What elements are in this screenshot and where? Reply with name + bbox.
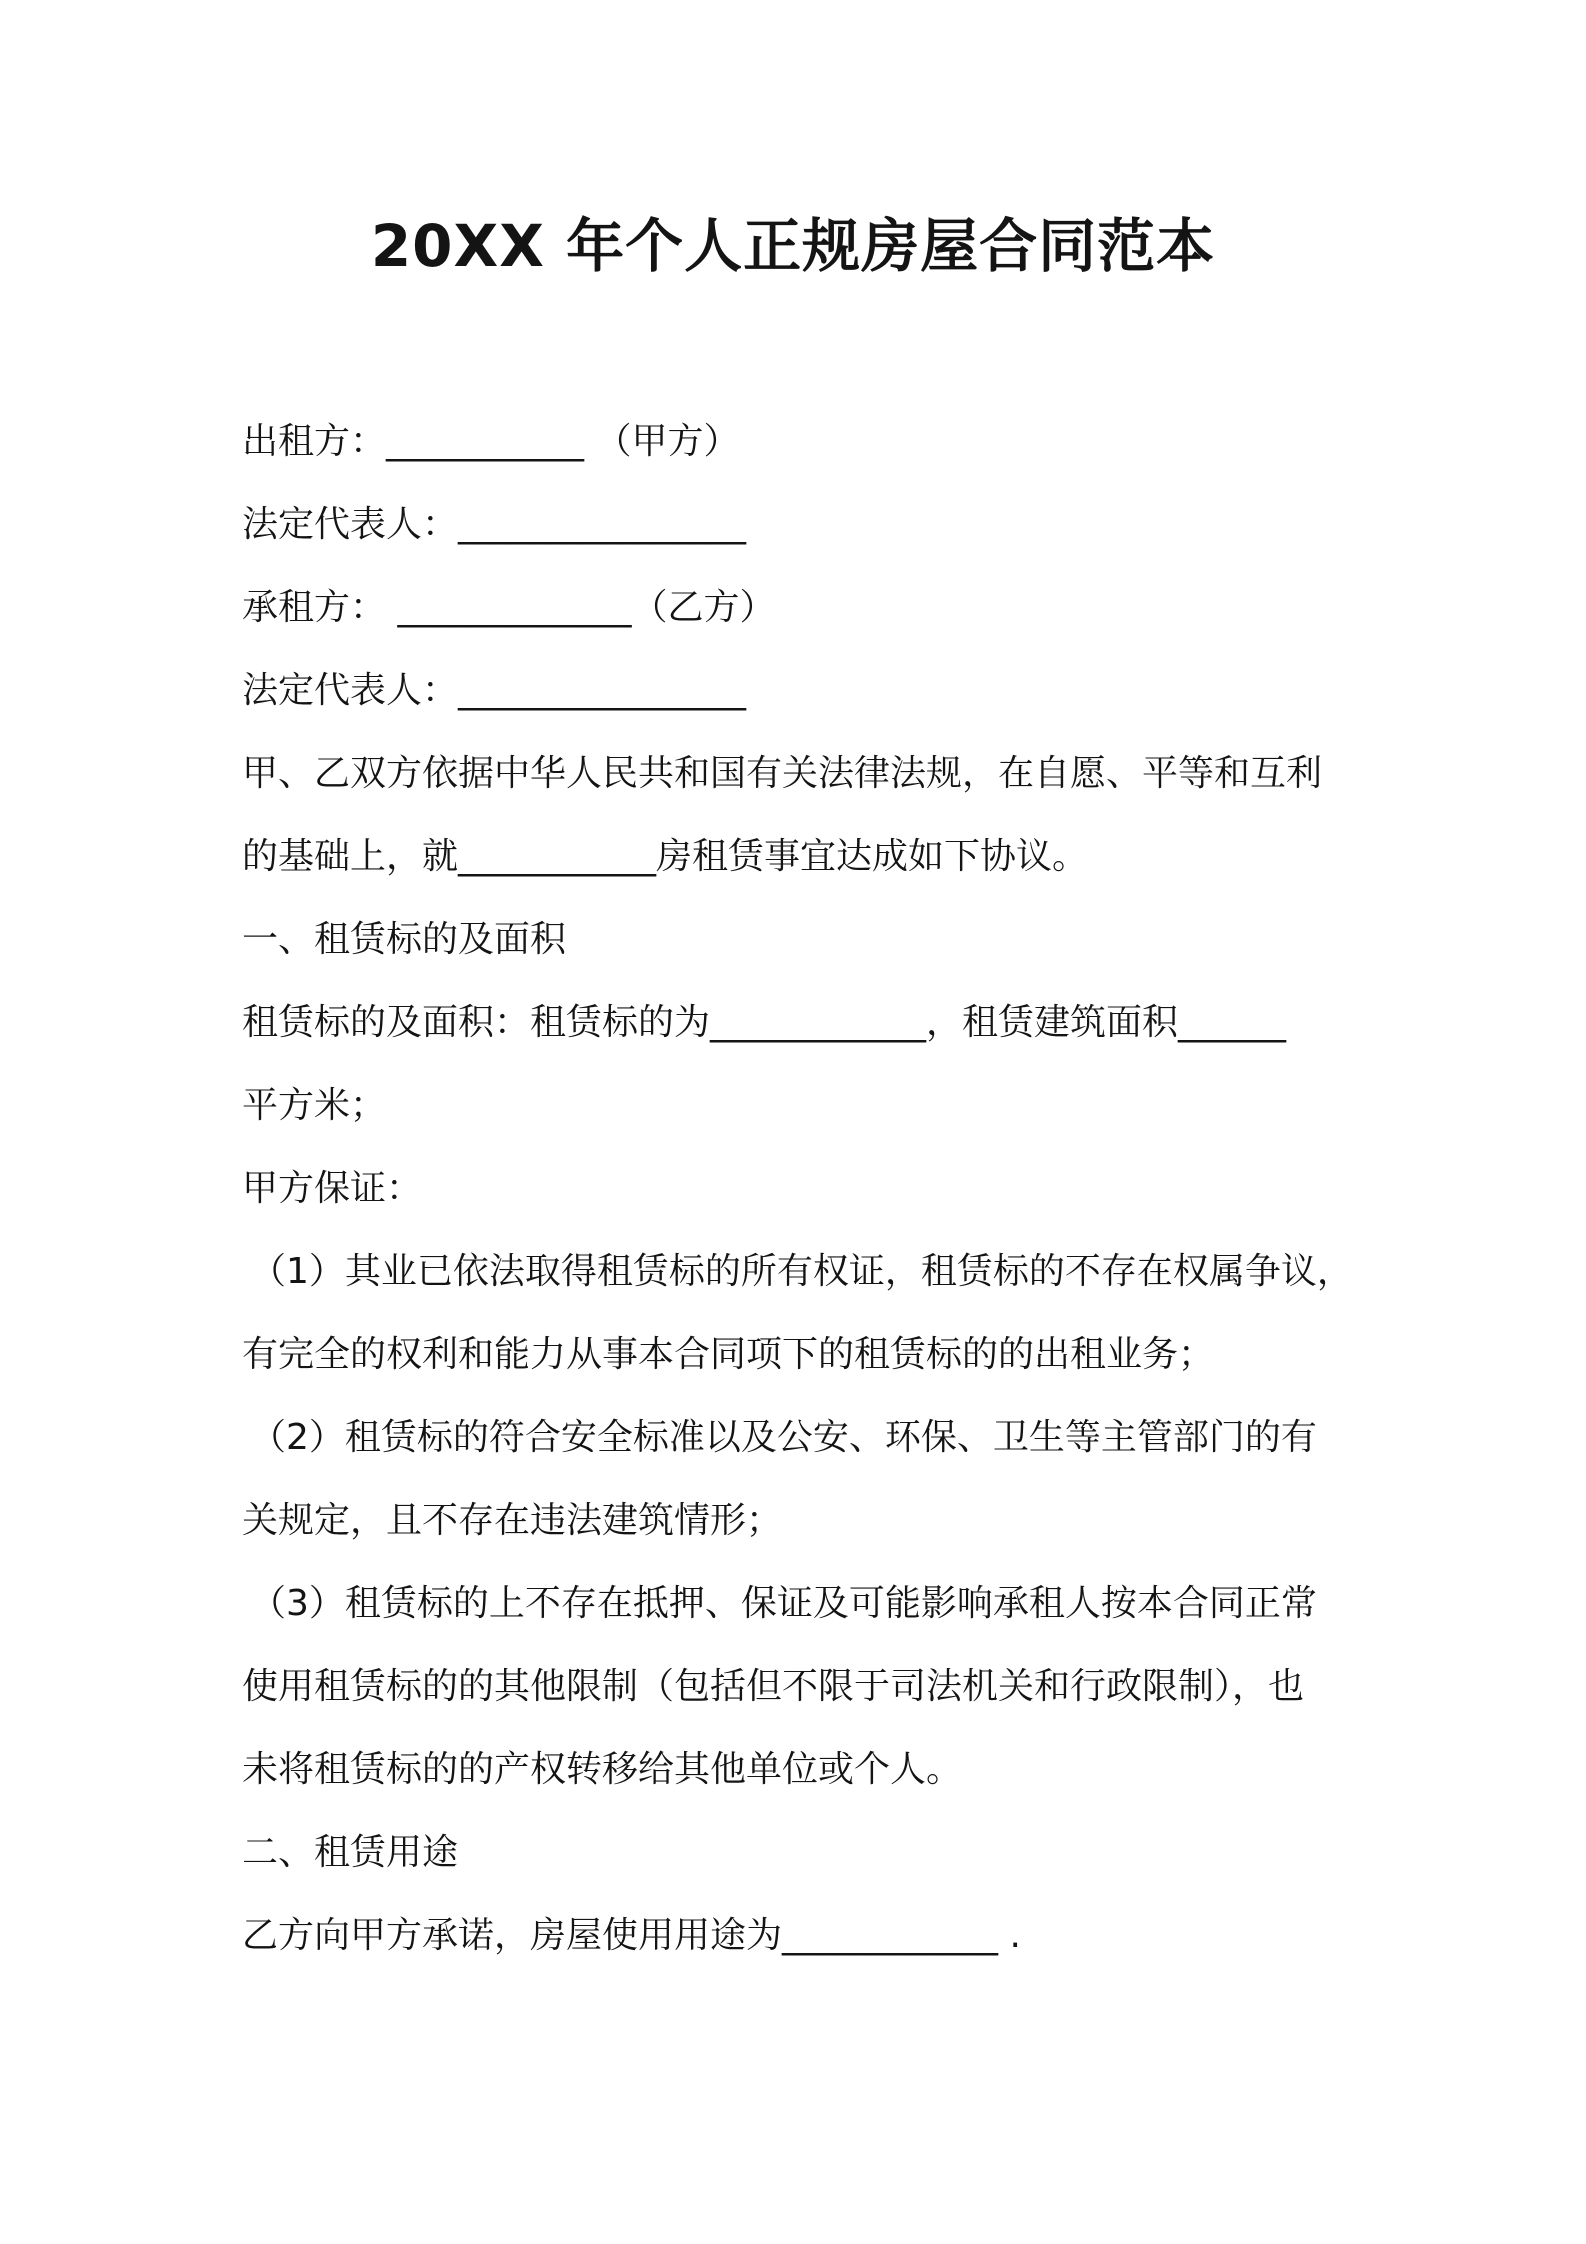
preamble-line-2: 的基础上，就___________房租赁事宜达成如下协议。 (242, 836, 1089, 877)
preamble-line-1: 甲、乙双方依据中华人民共和国有关法律法规，在自愿、平等和互利 (242, 753, 1323, 794)
document-title: 20XX 年个人正规房屋合同范本 (370, 212, 1216, 280)
area-line-2: 平方米； (242, 1085, 387, 1126)
guarantee-2-line-2: 关规定，且不存在违法建筑情形； (242, 1500, 783, 1541)
guarantee-1-line-2: 有完全的权利和能力从事本合同项下的租赁标的的出租业务； (242, 1334, 1215, 1375)
lessor-line: 出租方：___________ （甲方） (242, 421, 740, 462)
area-line-1: 租赁标的及面积：租赁标的为____________，租赁建筑面积______ (242, 1002, 1287, 1043)
guarantee-heading: 甲方保证： (242, 1168, 423, 1209)
guarantee-3-line-1: （3）租赁标的上不存在抵押、保证及可能影响承租人按本合同正常 (250, 1583, 1317, 1624)
guarantee-2-line-1: （2）租赁标的符合安全标准以及公安、环保、卫生等主管部门的有 (250, 1417, 1317, 1458)
section-heading-1: 一、租赁标的及面积 (242, 919, 567, 960)
section-heading-2: 二、租赁用途 (242, 1832, 459, 1873)
document-body (242, 400, 1372, 1977)
guarantee-3-line-2: 使用租赁标的的其他限制（包括但不限于司法机关和行政限制），也 (242, 1666, 1305, 1707)
lessee-line: 承租方： _____________（乙方） (242, 587, 776, 628)
guarantee-3-line-3: 未将租赁标的的产权转移给其他单位或个人。 (242, 1749, 963, 1790)
guarantee-1-line-1: （1）其业已依法取得租赁标的所有权证，租赁标的不存在权属争议， (250, 1251, 1353, 1292)
usage-line: 乙方向甲方承诺，房屋使用用途为____________ . (242, 1915, 1021, 1956)
lessee-representative-line: 法定代表人：________________ (242, 670, 747, 711)
lessor-representative-line: 法定代表人：________________ (242, 504, 747, 545)
